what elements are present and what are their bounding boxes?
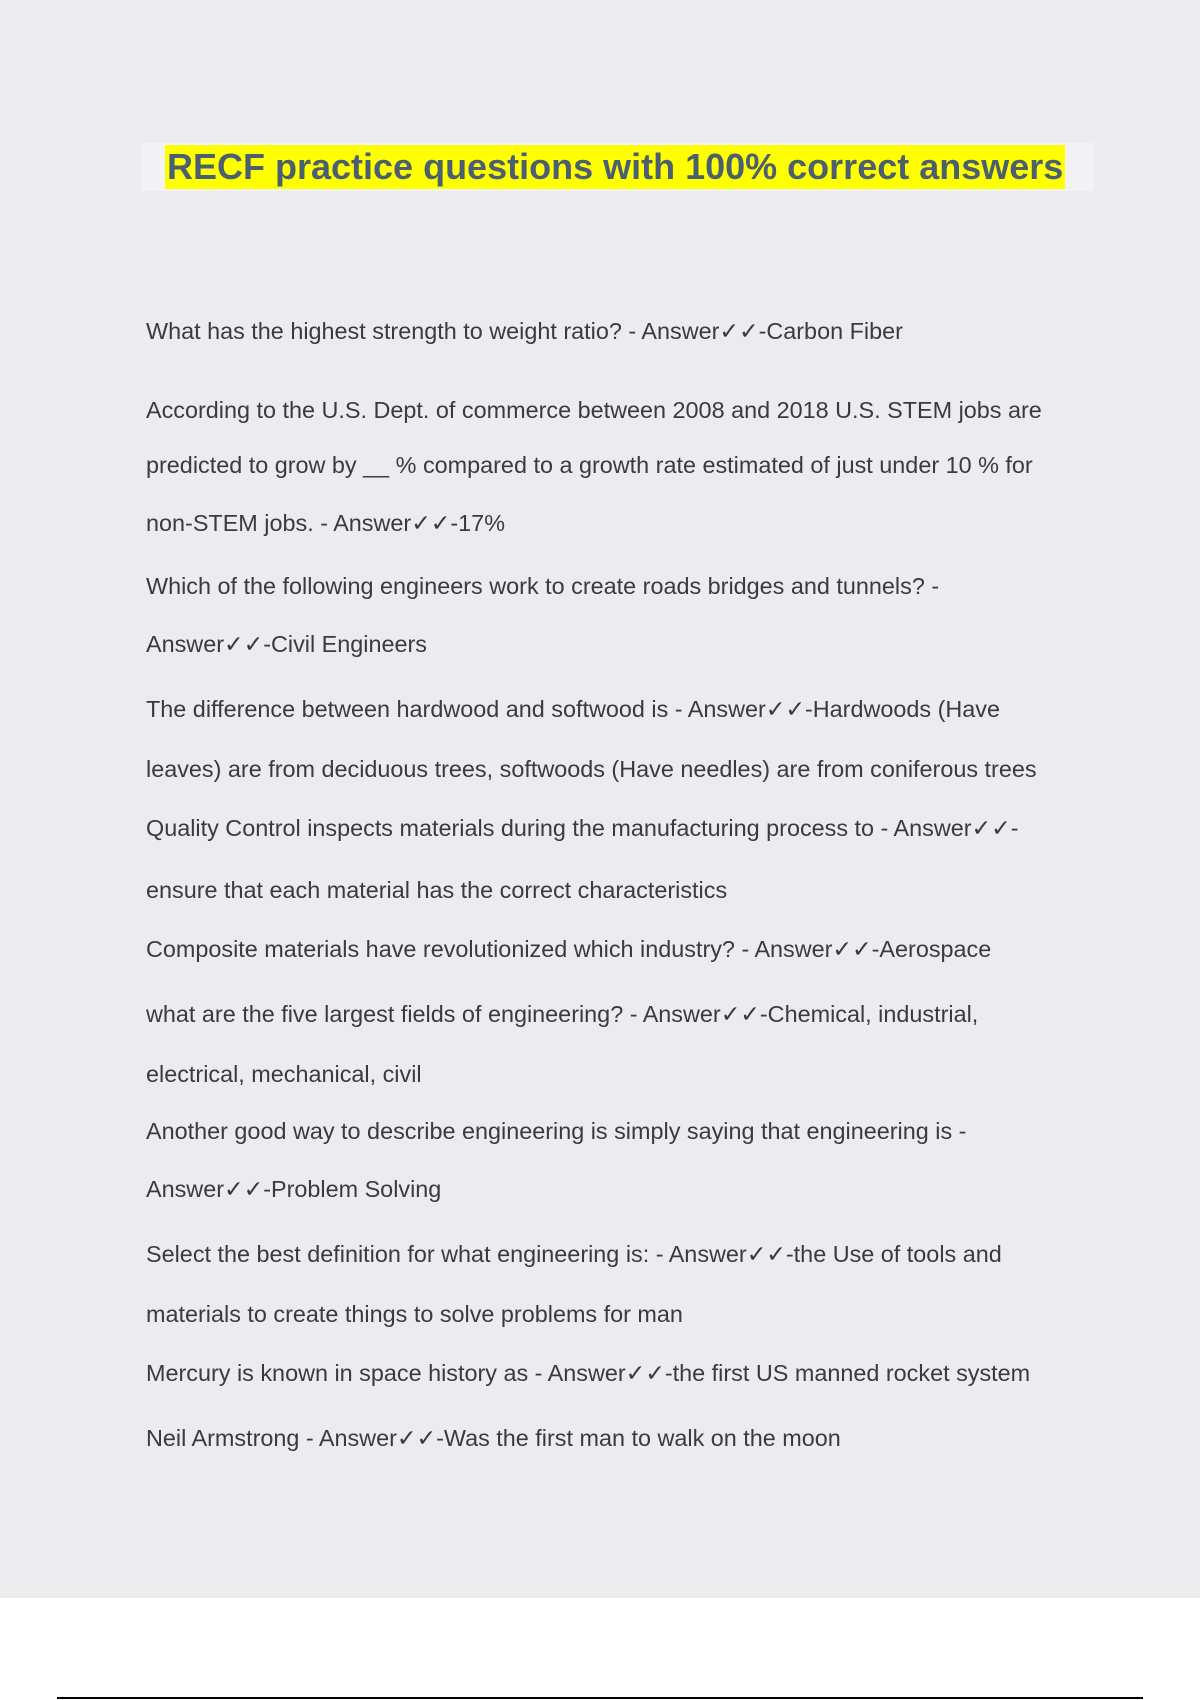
qa-line-17: materials to create things to solve problems for man [146, 1301, 683, 1327]
qa-line-6: Answer✓✓-Civil Engineers [146, 631, 427, 657]
qa-line-3: predicted to grow by __ % compared to a growth rate estimated of just under 10 % for [146, 452, 1033, 478]
qa-line-19: Neil Armstrong - Answer✓✓-Was the first man to walk on the moon [146, 1425, 841, 1451]
qa-line-13: electrical, mechanical, civil [146, 1061, 422, 1087]
qa-line-18: Mercury is known in space history as - Answer✓✓-the first US manned rocket system [146, 1360, 1031, 1386]
qa-line-11: Composite materials have revolutionized which industry? - Answer✓✓-Aerospace [146, 936, 992, 962]
qa-line-14: Another good way to describe engineering is simply saying that engineering is - [146, 1118, 967, 1144]
qa-line-5: Which of the following engineers work to create roads bridges and tunnels? - [146, 573, 940, 599]
qa-line-7: The difference between hardwood and softwood is - Answer✓✓-Hardwoods (Have [146, 696, 1000, 722]
qa-line-4: non-STEM jobs. - Answer✓✓-17% [146, 510, 505, 536]
qa-line-10: ensure that each material has the correct characteristics [146, 877, 728, 903]
qa-line-8: leaves) are from deciduous trees, softwoods (Have needles) are from coniferous trees [146, 756, 1037, 782]
qa-line-9: Quality Control inspects materials during the manufacturing process to - Answer✓✓- [146, 815, 1019, 841]
qa-line-16: Select the best definition for what engineering is: - Answer✓✓-the Use of tools and [146, 1241, 1002, 1267]
footer-divider [57, 1697, 1143, 1699]
qa-line-15: Answer✓✓-Problem Solving [146, 1176, 442, 1202]
qa-line-2: According to the U.S. Dept. of commerce between 2008 and 2018 U.S. STEM jobs are [146, 397, 1042, 423]
qa-line-1: What has the highest strength to weight ratio? - Answer✓✓-Carbon Fiber [146, 318, 903, 344]
document-title: RECF practice questions with 100% correct answers [167, 146, 1064, 187]
qa-line-12: what are the five largest fields of engineering? - Answer✓✓-Chemical, industrial, [146, 1001, 979, 1027]
